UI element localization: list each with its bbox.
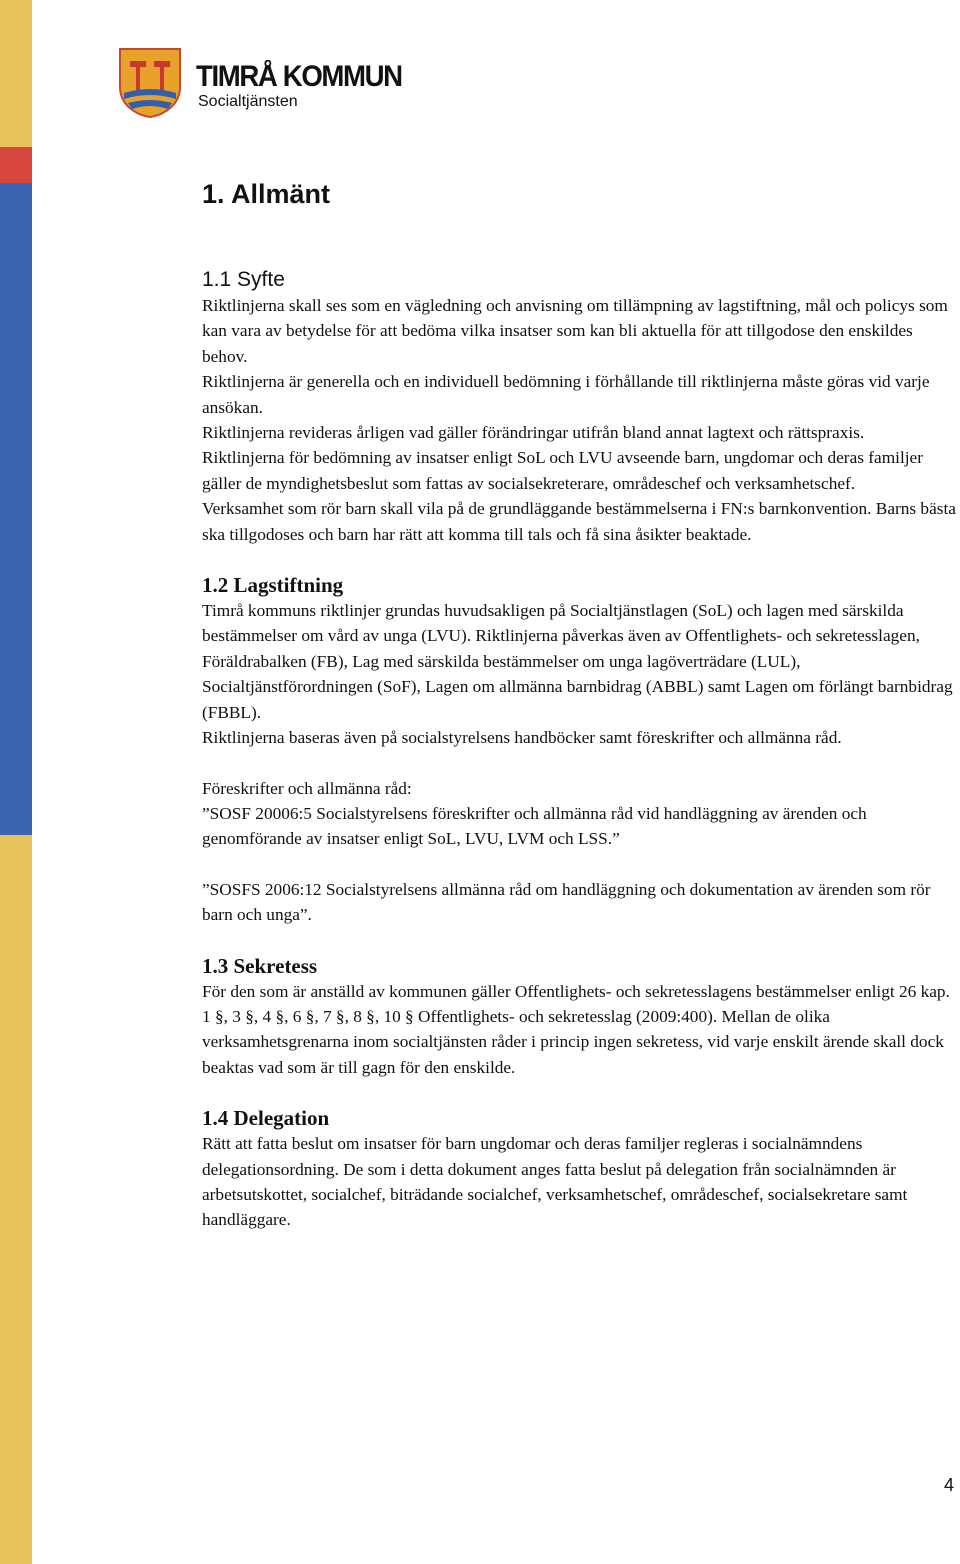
document-body	[202, 175, 960, 1233]
timra-logo-icon	[118, 47, 182, 119]
paragraph: Verksamhet som rör barn skall vila på de grundläggande bestämmelserna i FN:s barnkonvention. Barns bästa ska tillgodoses och barn har rätt att komma till tals och få sina åsikter beaktade.	[202, 499, 956, 544]
section-heading-delegation: 1.4 Delegation	[202, 1106, 330, 1131]
brand-name: TIMRÅ KOMMUN	[196, 60, 402, 93]
paragraph: Riktlinjerna revideras årligen vad gäller förändringar utifrån bland annat lagtext och rättspraxis.	[202, 423, 865, 443]
paragraph: Timrå kommuns riktlinjer grundas huvudsakligen på Socialtjänstlagen (SoL) och lagen med särskilda bestämmelser om vård av unga (LVU). Riktlinjerna påverkas även av Offentlighets- och sekretesslagen, Föräldrabalken (FB), Lag med särskilda bestämmelser om unga lagöverträdare (LUL), Socialtjänstförordningen (SoF), Lagen om allmänna barnbidrag (ABBL) samt Lagen om förlängt barnbidrag (FBBL).	[202, 601, 953, 722]
side-stripe-yellow	[0, 0, 32, 147]
paragraph: Riktlinjerna för bedömning av insatser enligt SoL och LVU avseende barn, ungdomar och deras familjer gäller de myndighetsbeslut som fattas av socialsekreterare, områdeschef och verksamhetschef.	[202, 448, 923, 493]
paragraph: Riktlinjerna skall ses som en vägledning och anvisning om tillämpning av lagstiftning, mål och policys som kan vara av betydelse för att bedöma vilka insatser som kan bli aktuella för att tillgodose den enskildes behov.	[202, 296, 948, 366]
section-heading-lagstiftning: 1.2 Lagstiftning	[202, 573, 344, 598]
foreskrifter-label: Föreskrifter och allmänna råd:	[202, 778, 412, 798]
paragraph: För den som är anställd av kommunen gäller Offentlighets- och sekretesslagens bestämmelser enligt 26 kap. 1 §, 3 §, 4 §, 6 §, 7 §, 8 §, 10 § Offentlighets- och sekretesslag (2009:400). Mellan de olika verksamhetsgrenarna inom socialtjänsten råder i princip ingen sekretess, vid varje enskilt ärende skall dock beaktas vad som är till gagn för den enskilde.	[202, 981, 950, 1077]
page-title: 1. Allmänt	[202, 179, 331, 209]
paragraph: Riktlinjerna baseras även på socialstyrelsens handböcker samt föreskrifter och allmänna råd.	[202, 728, 842, 748]
section-heading-sekretess: 1.3 Sekretess	[202, 953, 318, 978]
side-stripe-red	[0, 147, 32, 183]
section-heading-syfte: 1.1 Syfte	[202, 268, 285, 291]
page-number: 4	[943, 1475, 954, 1495]
paragraph: Rätt att fatta beslut om insatser för barn ungdomar och deras familjer regleras i socialnämndens delegationsordning. De som i detta dokument anges fatta beslut på delegation från socialnämnden är arbetsutskottet, socialchef, biträdande socialchef, verksamhetschef, områdeschef, socialsekretare samt handläggare.	[202, 1134, 908, 1230]
department-name: Socialtjänsten	[198, 93, 298, 110]
reference-quote: ”SOSF 20006:5 Socialstyrelsens föreskrifter och allmänna råd vid handläggning av ärenden och genomförande av insatser enligt SoL, LVU, LVM och LSS.”	[202, 803, 867, 849]
side-stripe-yellow-lower	[0, 835, 32, 1564]
reference-quote: ”SOSFS 2006:12 Socialstyrelsens allmänna råd om handläggning och dokumentation av ärenden som rör barn och unga”.	[202, 879, 931, 925]
side-stripe-blue	[0, 183, 32, 835]
paragraph: Riktlinjerna är generella och en individuell bedömning i förhållande till riktlinjerna måste göras vid varje ansökan.	[202, 372, 930, 417]
